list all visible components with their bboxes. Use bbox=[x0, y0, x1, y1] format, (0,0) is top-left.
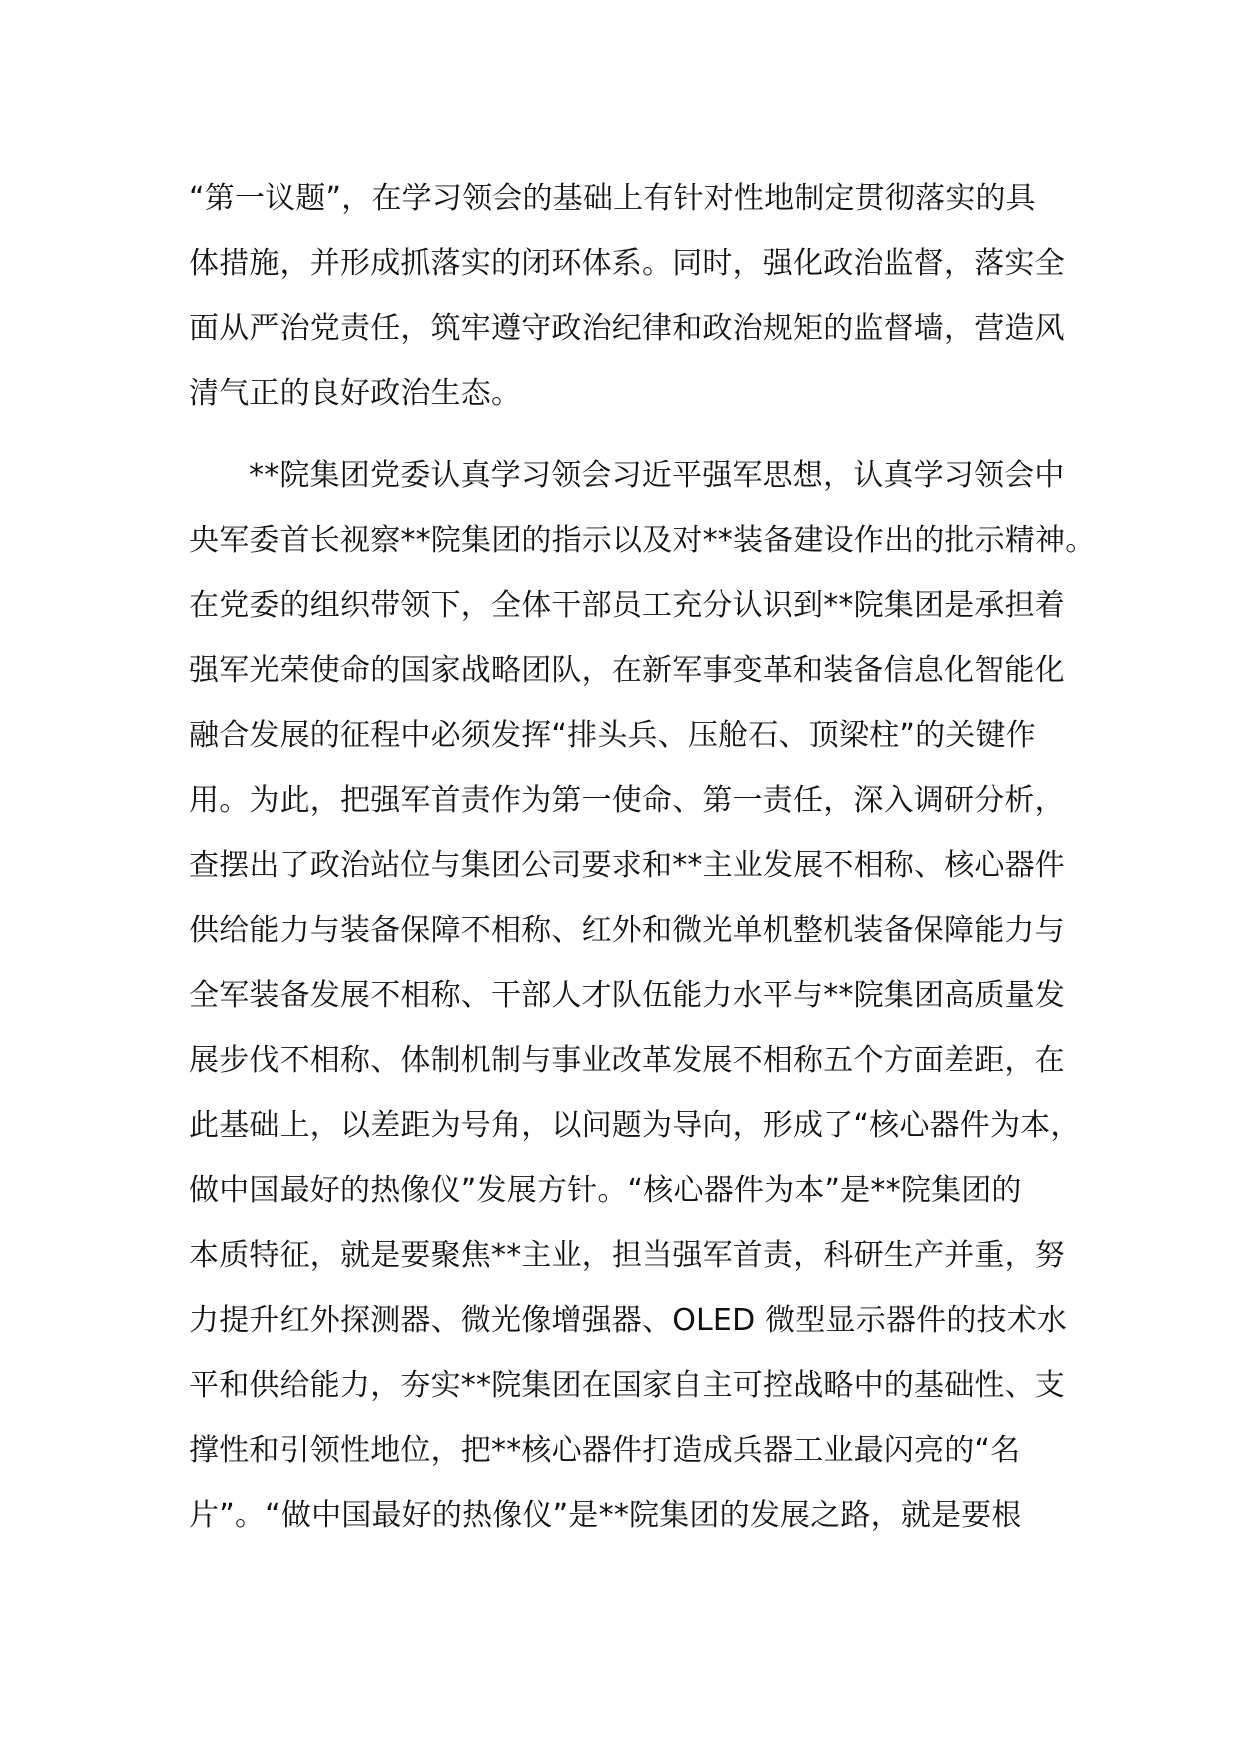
text-line: 力提升红外探测器、微光像增强器、OLED 微型显示器件的技术水 bbox=[189, 1303, 1068, 1338]
text-line: 撑性和引领性地位，把**核心器件打造成兵器工业最闪亮的“名 bbox=[189, 1433, 1021, 1468]
text-line: 融合发展的征程中必须发挥“排头兵、压舱石、顶梁柱”的关键作 bbox=[189, 718, 1036, 753]
text-line: 本质特征，就是要聚焦**主业，担当强军首责，科研生产并重，努 bbox=[189, 1238, 1065, 1273]
text-line: 查摆出了政治站位与集团公司要求和**主业发展不相称、核心器件 bbox=[189, 848, 1065, 883]
paragraph-2 bbox=[189, 443, 1096, 1548]
text-line: 做中国最好的热像仪”发展方针。“核心器件为本”是**院集团的 bbox=[189, 1173, 1022, 1208]
paragraph-1 bbox=[189, 166, 1069, 426]
text-line: 用。为此，把强军首责作为第一使命、第一责任，深入调研分析， bbox=[189, 783, 1065, 818]
text-line: 平和供给能力，夯实**院集团在国家自主可控战略中的基础性、支 bbox=[189, 1368, 1065, 1403]
text-line: **院集团党委认真学习领会习近平强军思想，认真学习领会中 bbox=[249, 458, 1065, 493]
text-line: 体措施，并形成抓落实的闭环体系。同时，强化政治监督，落实全 bbox=[189, 246, 1065, 281]
text-line: 清气正的良好政治生态。 bbox=[189, 376, 522, 411]
text-line: 展步伐不相称、体制机制与事业改革发展不相称五个方面差距，在 bbox=[189, 1043, 1065, 1078]
text-line: 强军光荣使命的国家战略团队，在新军事变革和装备信息化智能化 bbox=[189, 653, 1065, 688]
text-line: 片”。“做中国最好的热像仪”是**院集团的发展之路，就是要根 bbox=[189, 1498, 1022, 1533]
text-line: 在党委的组织带领下，全体干部员工充分认识到**院集团是承担着 bbox=[189, 588, 1065, 623]
text-line: “第一议题”，在学习领会的基础上有针对性地制定贯彻落实的具 bbox=[189, 181, 1036, 216]
text-line: 全军装备发展不相称、干部人才队伍能力水平与**院集团高质量发 bbox=[189, 978, 1065, 1013]
text-line: 供给能力与装备保障不相称、红外和微光单机整机装备保障能力与 bbox=[189, 913, 1065, 948]
text-line: 此基础上，以差距为号角，以问题为导向，形成了“核心器件为本， bbox=[189, 1108, 1081, 1143]
text-line: 央军委首长视察**院集团的指示以及对**装备建设作出的批示精神。 bbox=[189, 523, 1096, 558]
text-line: 面从严治党责任，筑牢遵守政治纪律和政治规矩的监督墙，营造风 bbox=[189, 311, 1065, 346]
